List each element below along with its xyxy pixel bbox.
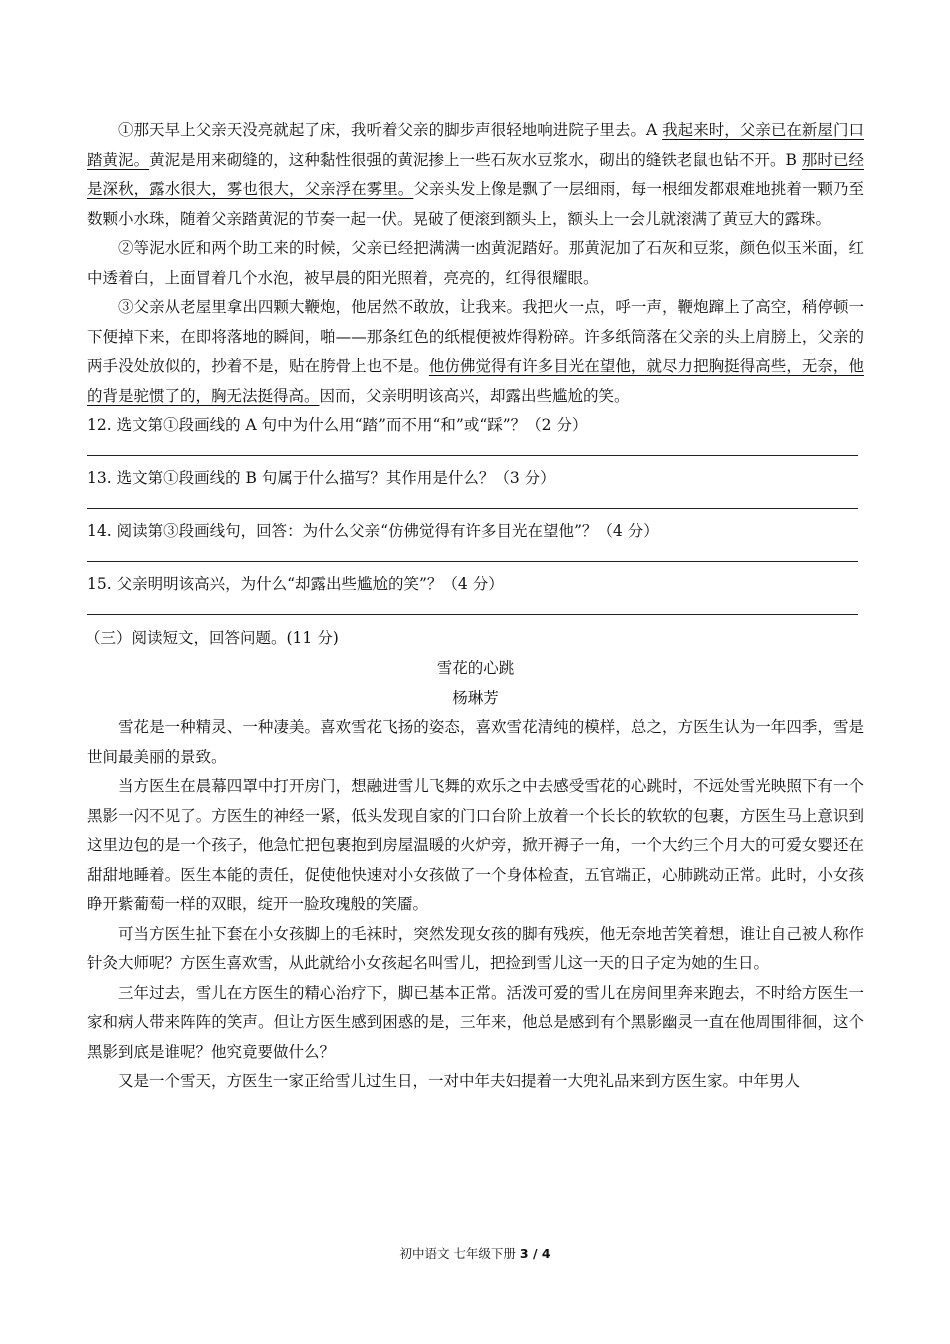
article-paragraph-3: 可当方医生扯下套在小女孩脚上的毛袜时，突然发现女孩的脚有残疾，他无奈地苦笑着想，谁让自己被人称作针灸大师呢？方医生喜欢雪，从此就给小女孩起名叫雪儿，把捡到雪儿这一天的日子定为她的生日。 [87, 924, 864, 972]
underlined-sentence-a: 我起来时，父亲已在新屋门口踏黄泥。 [87, 121, 864, 169]
answer-line-13[interactable] [87, 508, 858, 509]
article-author: 杨琳芳 [452, 689, 499, 707]
answer-line-12[interactable] [87, 455, 858, 456]
page-number: 3 / 4 [519, 1246, 551, 1261]
page-footer [0, 1244, 950, 1262]
question-15: 15. 父亲明明该高兴，为什么“却露出些尴尬的笑”？（4 分） [87, 575, 504, 593]
underlined-sentence-b: 那时已经是深秋，露水很大，雾也很大，父亲浮在雾里。 [87, 150, 864, 198]
underlined-sentence-p3: 他仿佛觉得有许多目光在望他，就尽力把胸挺得高些，无奈，他的背是驼惯了的，胸无法挺得高。 [87, 357, 864, 405]
answer-line-14[interactable] [87, 561, 858, 562]
document-page [87, 116, 864, 1097]
p1-text-c: 黄泥是用来砌缝的，这种黏性很强的黄泥掺上一些石灰水豆浆水，砌出的缝铁老鼠也钻不开。B [149, 150, 802, 169]
question-12: 12. 选文第①段画线的 A 句中为什么用“踏”而不用“和”或“踩”？（2 分） [87, 416, 588, 434]
article-paragraph-1: 雪花是一种精灵、一种凄美。喜欢雪花飞扬的姿态，喜欢雪花清纯的模样，总之，方医生认为一年四季，雪是世间最美丽的景致。 [87, 718, 864, 766]
article-paragraph-4: 三年过去，雪儿在方医生的精心治疗下，脚已基本正常。活泼可爱的雪儿在房间里奔来跑去，不时给方医生一家和病人带来阵阵的笑声。但让方医生感到困惑的是，三年来，他总是感到有个黑影幽灵一直在他周围徘徊，这个黑影到底是谁呢？他究竟要做什么？ [87, 983, 864, 1061]
section-3-heading: （三）阅读短文，回答问题。(11 分) [85, 629, 339, 647]
passage-paragraph-2: ②等泥水匠和两个助工来的时候，父亲已经把满满一凼黄泥踏好。那黄泥加了石灰和豆浆，颜色似玉米面，红中透着白，上面冒着几个水泡，被早晨的阳光照着，亮亮的，红得很耀眼。 [87, 239, 864, 287]
question-14: 14. 阅读第③段画线句，回答：为什么父亲“仿佛觉得有许多目光在望他”？（4 分） [87, 522, 659, 540]
question-13: 13. 选文第①段画线的 B 句属于什么描写？其作用是什么？（3 分） [87, 469, 556, 487]
p1-text-a: ①那天早上父亲天没亮就起了床，我听着父亲的脚步声很轻地响进院子里去。A [118, 121, 663, 139]
article-paragraph-5: 又是一个雪天，方医生一家正给雪儿过生日，一对中年夫妇提着一大兜礼品来到方医生家。中年男人 [118, 1072, 801, 1090]
answer-line-15[interactable] [87, 614, 858, 615]
article-title: 雪花的心跳 [436, 659, 515, 677]
footer-text: 初中语文 七年级下册 [399, 1246, 520, 1261]
p1-text-e: 父亲头发上像是飘了一层细雨，每一根细发都艰难地挑着一颗乃至数颗小水珠，随着父亲踏黄泥的节奏一起一伏。晃破了便滚到额头上，额头上一会儿就滚满了黄豆大的露珠。 [87, 180, 864, 228]
p3-text-a: ③父亲从老屋里拿出四颗大鞭炮，他居然不敢放，让我来。我把火一点，呼一声，鞭炮蹿上了高空，稍停顿一下便掉下来，在即将落地的瞬间，啪——那条红色的纸棍便被炸得粉碎。许多纸筒落在父亲的头上肩膀上，父亲的两手没处放似的，抄着不是，贴在胯骨上也不是。 [87, 298, 864, 375]
p3-text-c: 因而，父亲明明该高兴，却露出些尴尬的笑。 [319, 386, 630, 405]
passage-paragraph-1 [87, 116, 864, 234]
passage-paragraph-3 [87, 293, 864, 411]
article-paragraph-2: 当方医生在晨幕四罩中打开房门，想融进雪儿飞舞的欢乐之中去感受雪花的心跳时，不远处雪光映照下有一个黑影一闪不见了。方医生的神经一紧，低头发现自家的门口台阶上放着一个长长的软软的包裹，方医生马上意识到这里边包的是一个孩子，他急忙把包裹抱到房屋温暖的火炉旁，掀开褥子一角，一个大约三个月大的可爱女婴还在甜甜地睡着。医生本能的责任，促使他快速对小女孩做了一个身体检查，五官端正，心肺跳动正常。此时，小女孩睁开紫葡萄一样的双眼，绽开一脸玫瑰般的笑靥。 [87, 777, 864, 913]
